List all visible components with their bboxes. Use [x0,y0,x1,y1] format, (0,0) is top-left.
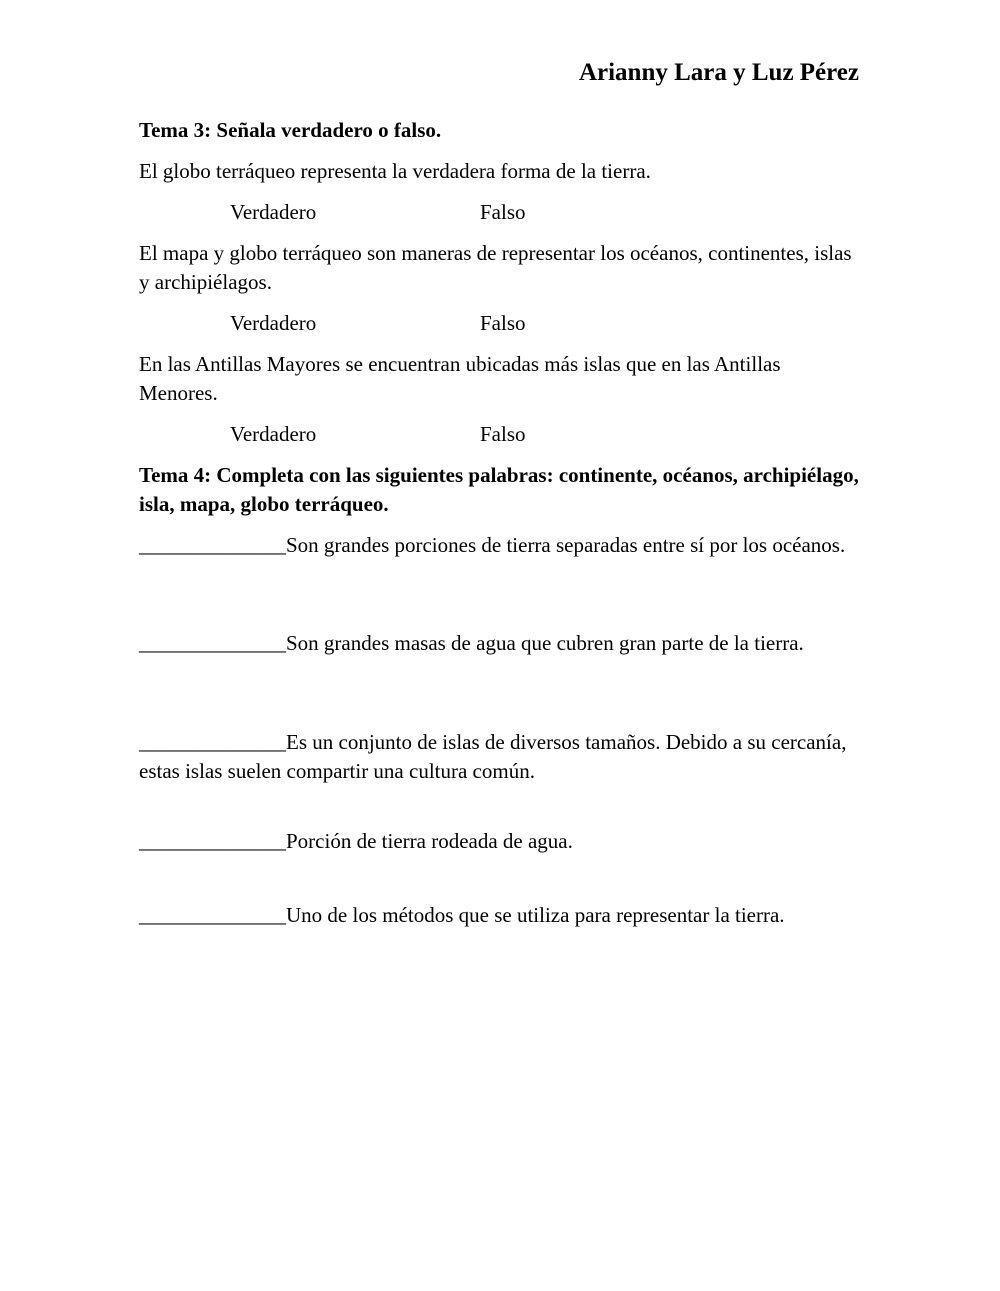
tema3-question-1: El globo terráqueo representa la verdadera forma de la tierra. [139,159,651,183]
tema3-question-2: El mapa y globo terráqueo son maneras de representar los océanos, continentes, islas y archipiélagos. [139,241,852,294]
tema4-item-text: Son grandes porciones de tierra separadas entre sí por los océanos. [286,533,846,557]
tema4-item-text: Son grandes masas de agua que cubren gran parte de la tierra. [286,631,804,655]
tema3-options-2 [230,309,526,338]
false-option[interactable]: Falso [480,311,526,335]
true-option[interactable]: Verdadero [230,200,317,224]
tema4-item-4 [139,827,859,856]
fill-in-blank[interactable]: ______________ [139,903,286,927]
tema3-question-3: En las Antillas Mayores se encuentran ubicadas más islas que en las Antillas Menores. [139,352,781,405]
fill-in-blank[interactable]: ______________ [139,829,286,853]
tema4-item-text: Es un conjunto de islas de diversos tamaños. Debido a su cercanía, estas islas suelen compartir una cultura común. [139,730,847,783]
tema4-item-1 [139,531,859,560]
tema4-item-text: Uno de los métodos que se utiliza para representar la tierra. [286,903,785,927]
fill-in-blank[interactable]: ______________ [139,730,286,754]
tema3-options-3 [230,420,526,449]
tema4-item-2 [139,629,859,658]
tema4-item-5 [139,901,859,930]
author-names: Arianny Lara y Luz Pérez [578,59,859,86]
false-option[interactable]: Falso [480,200,526,224]
false-option[interactable]: Falso [480,422,526,446]
fill-in-blank[interactable]: ______________ [139,631,286,655]
fill-in-blank[interactable]: ______________ [139,533,286,557]
tema3-heading: Tema 3: Señala verdadero o falso. [139,118,442,142]
tema3-options-1 [230,198,526,227]
tema4-item-3 [139,728,859,786]
true-option[interactable]: Verdadero [230,311,317,335]
true-option[interactable]: Verdadero [230,422,317,446]
tema4-item-text: Porción de tierra rodeada de agua. [286,829,573,853]
tema4-heading: Tema 4: Completa con las siguientes palabras: continente, océanos, archipiélago, isla, mapa, globo terráqueo. [139,463,859,516]
